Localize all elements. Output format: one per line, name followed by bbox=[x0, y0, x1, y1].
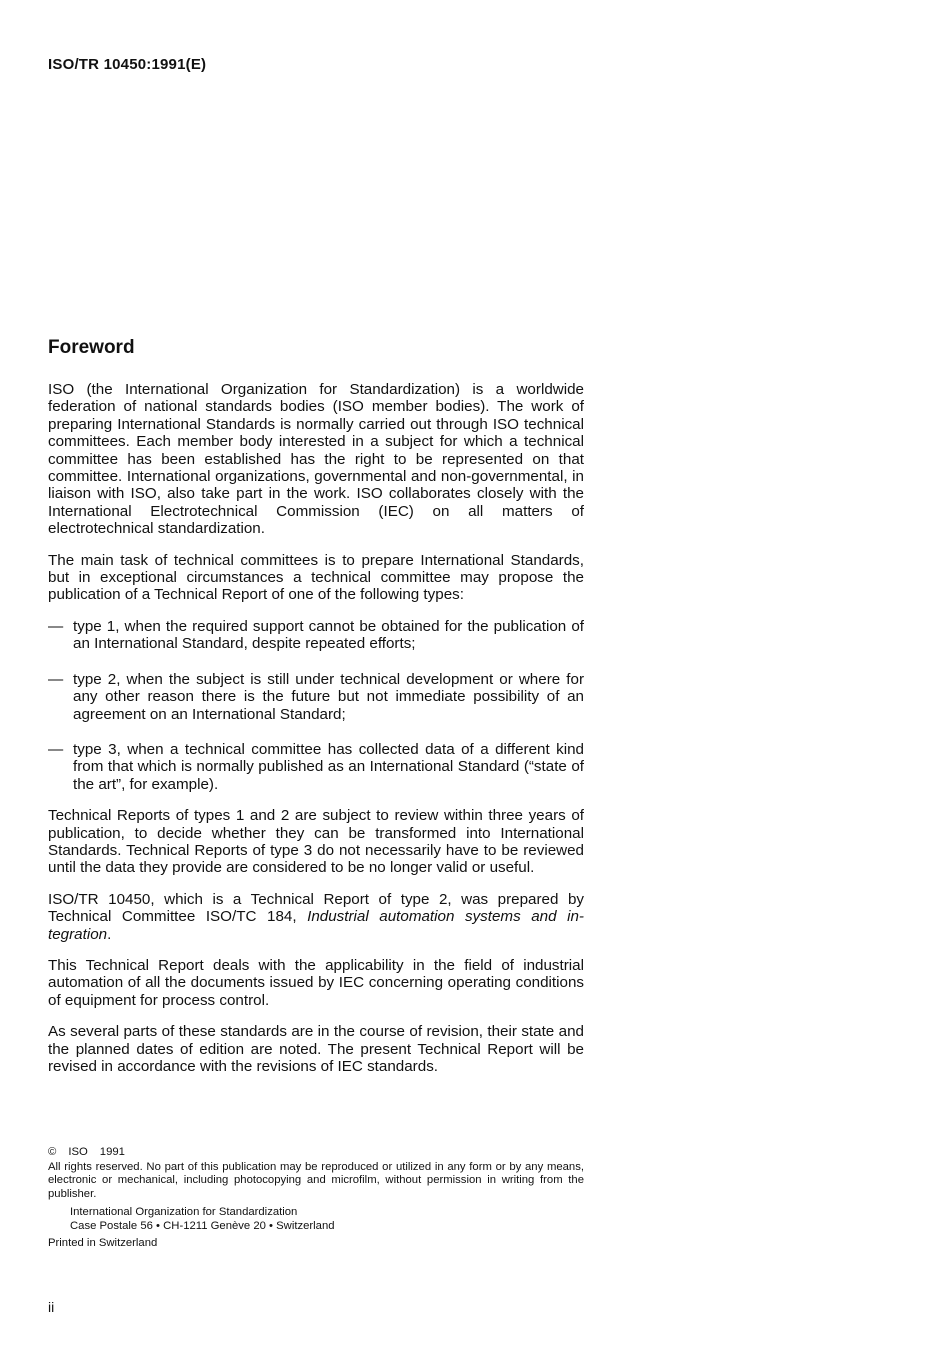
list-item bbox=[48, 671, 584, 723]
organization-address: Case Postale 56 • CH-1211 Genève 20 • Switzerland bbox=[70, 1219, 335, 1232]
copyright-footer bbox=[48, 1146, 584, 1251]
copyright-year: 1991 bbox=[99, 1146, 125, 1158]
committee-title: Industrial automation systems and integration bbox=[48, 908, 584, 943]
list-item bbox=[48, 741, 584, 793]
document-identifier: ISO/TR 10450:1991(E) bbox=[48, 56, 207, 73]
foreword-body bbox=[48, 381, 584, 1089]
printed-in: Printed in Switzerland bbox=[48, 1237, 158, 1250]
page-number: ii bbox=[48, 1299, 55, 1315]
foreword-paragraph-4 bbox=[48, 891, 584, 943]
list-item-text: type 1, when the required support cannot be obtained for the publication of an International Standard, despite repeated efforts; bbox=[73, 617, 584, 653]
copyright-line bbox=[48, 1146, 584, 1160]
list-dash: — bbox=[48, 670, 64, 688]
copyright-symbol: © bbox=[48, 1146, 57, 1158]
list-item-text: type 2, when the subject is still under technical development or where for any other reason there is the future but not immediate possibility of an agreement on an International Standard; bbox=[73, 670, 584, 723]
list-item bbox=[48, 618, 584, 653]
foreword-paragraph-1: ISO (the International Organization for Standardization) is a worldwide federation of national standards bodies (ISO member bodies). The work of preparing International Standards is normally carried out through ISO technical committees. Each member body interested in a subject for which a technical committee has been established has the right to be represented on that committee. International organizations, governmental and non-governmental, in liaison with ISO, also take part in the work. ISO collaborates closely with the International Electrotechnical Commission (IEC) on all matters of electrotechnical standardization. bbox=[48, 381, 584, 538]
list-dash: — bbox=[48, 740, 64, 758]
foreword-paragraph-2: The main task of technical committees is to prepare International Standards, but in exceptional circumstances a technical committee may propose the publication of a Technical Report of one of the following types: bbox=[48, 551, 584, 604]
paragraph-4-end: . bbox=[107, 925, 112, 943]
foreword-title: Foreword bbox=[48, 337, 135, 358]
copyright-org: ISO bbox=[68, 1146, 88, 1158]
foreword-paragraph-6: As several parts of these standards are in the course of revision, their state and the planned dates of edition are noted. The present Technical Report will be revised in accordance with the revisions of IEC standards. bbox=[48, 1023, 584, 1075]
list-dash: — bbox=[48, 617, 64, 635]
foreword-paragraph-5: This Technical Report deals with the applicability in the field of industrial automation of all the documents issued by IEC concerning operating conditions of equipment for process control. bbox=[48, 956, 584, 1009]
paragraph-4-text: ISO/TR 10450, which is a Technical Report of type 2, was prepared by Technical Committee ISO/TC 184, bbox=[48, 890, 584, 926]
list-item-text: type 3, when a technical committee has collected data of a different kind from that which is normally published as an International Standard (“state of the art”, for example). bbox=[73, 740, 584, 793]
foreword-paragraph-3: Technical Reports of types 1 and 2 are subject to review within three years of publication, to decide whether they can be transformed into International Standards. Technical Reports of type 3 do not necessarily have to be reviewed until the data they provide are considered to be no longer valid or useful. bbox=[48, 807, 584, 877]
rights-statement: All rights reserved. No part of this publication may be reproduced or utilized in any form or by any means, electronic or mechanical, including photocopying and microfilm, without permission in writing from the publisher. bbox=[48, 1160, 584, 1201]
organization-name: International Organization for Standardization bbox=[70, 1205, 298, 1218]
report-types-list bbox=[48, 618, 584, 793]
